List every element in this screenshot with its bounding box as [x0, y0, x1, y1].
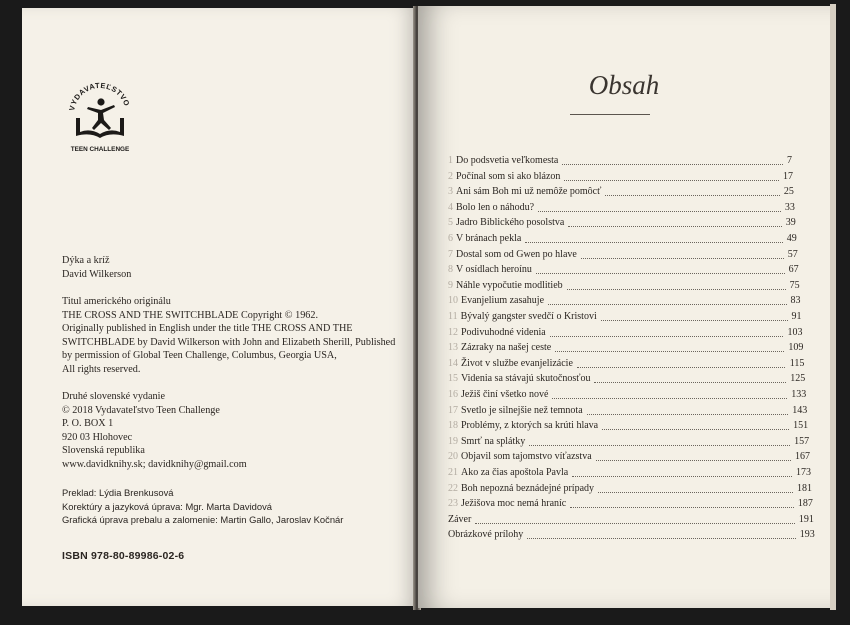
toc-entry-number: 17 [448, 404, 458, 416]
toc-entry-number: 4 [448, 201, 453, 213]
toc-entry-page: 193 [799, 529, 815, 541]
toc-entry-number: 19 [448, 435, 458, 447]
toc-dot-leader [548, 304, 787, 305]
toc-dot-leader [538, 211, 781, 212]
toc-entry-page: 7 [787, 155, 792, 166]
toc-entry-title-group [448, 232, 521, 246]
toc-entry [448, 497, 813, 511]
toc-entry-number: 7 [448, 248, 453, 260]
publisher-line: 920 03 Hlohovec [62, 431, 133, 443]
publish-line: Originally published in English under the title THE CROSS AND THE [62, 323, 353, 335]
publisher-block [62, 390, 247, 472]
toc-dot-leader [568, 226, 782, 227]
toc-entry-title: Videnia sa stávajú skutočnosťou [461, 373, 591, 385]
toc-entry-title-group [448, 154, 558, 168]
toc-entry [448, 388, 806, 402]
publisher-line: Slovenská republika [62, 445, 145, 457]
publisher-website: www.davidknihy.sk; davidknihy@gmail.com [62, 458, 247, 470]
toc-entry [448, 419, 808, 433]
credit-line: Preklad: Lýdia Brenkusová [62, 487, 174, 498]
toc-entry-title-group [448, 341, 551, 355]
svg-text:VYDAVATEĽSTVO [67, 81, 131, 112]
credit-line: Korektúry a jazyková úprava: Mgr. Marta Davidová [62, 500, 272, 512]
toc-entry-title: Bolo len o náhodu? [456, 201, 535, 213]
toc-dot-leader [572, 476, 792, 477]
toc-dot-leader [475, 523, 795, 524]
toc-entry-title-group [448, 435, 525, 449]
toc-dot-leader [562, 164, 783, 165]
original-title-label: Titul amerického originálu [62, 296, 171, 307]
toc-entry-page: 151 [793, 420, 809, 432]
toc-entry-number: 13 [448, 342, 458, 354]
toc-entry-number: 16 [448, 389, 458, 400]
toc-entry-title: Objavil som tajomstvo víťazstva [461, 451, 592, 463]
toc-entry [448, 326, 802, 340]
toc-entry [448, 482, 812, 496]
toc-dot-leader [570, 507, 794, 508]
toc-dot-leader [555, 351, 784, 352]
toc-dot-leader [581, 258, 784, 259]
toc-entry [448, 263, 799, 277]
toc-entry-page: 115 [789, 357, 805, 369]
toc-entry [448, 372, 805, 386]
publish-line: by permission of Global Teen Challenge, Columbus, Georgia USA, [62, 350, 337, 362]
book-title: Dýka a kríž [62, 255, 110, 266]
toc-entry-title-group [448, 419, 598, 433]
toc-entry-page: 173 [796, 467, 811, 478]
toc-entry-number: 2 [448, 170, 453, 182]
toc-dot-leader [577, 367, 785, 368]
toc-entry-title-group [448, 372, 590, 386]
toc-entry-title: Počínal som si ako blázon [456, 170, 561, 182]
original-title-block [62, 295, 395, 377]
toc-entry-number: 1 [448, 155, 453, 166]
toc-entry-title: Obrázkové prílohy [448, 529, 524, 541]
toc-entry-number: 3 [448, 186, 453, 198]
toc-dot-leader [527, 538, 796, 539]
toc-entry-title: V bránach pekla [456, 233, 522, 244]
toc-entry-page: 109 [788, 342, 804, 354]
toc-dot-leader [552, 398, 787, 399]
toc-entry-title: Smrť na splátky [461, 435, 526, 447]
toc-entry [448, 528, 815, 542]
toc-dot-leader [567, 289, 786, 290]
toc-entry-page: 49 [786, 233, 797, 244]
toc-entry-title: Bývalý gangster svedčí o Kristovi [460, 311, 597, 322]
toc-entry [448, 279, 800, 293]
toc-entry [448, 185, 794, 199]
toc-dot-leader [525, 242, 783, 243]
toc-entry-page: 17 [782, 170, 793, 182]
toc-entry-page: 25 [783, 186, 794, 198]
logo-arc-text: VYDAVATEĽSTVO [67, 80, 132, 112]
right-page [418, 6, 830, 608]
toc-entry-title: Svetlo je silnejšie než temnota [461, 404, 583, 416]
toc-entry-title-group [448, 466, 568, 480]
toc-entry-title-group [448, 513, 471, 527]
heading-rule [570, 114, 650, 115]
toc-entry-title-group [448, 248, 577, 262]
toc-dot-leader [550, 336, 783, 337]
toc-entry-title: V osídlach heroínu [456, 264, 532, 276]
page-edge [830, 4, 836, 610]
toc-entry-page: 167 [795, 451, 811, 463]
toc-entry-title: Jadro Biblického posolstva [456, 217, 565, 229]
toc-entry-title: Boh nepozná beznádejné prípady [461, 482, 595, 494]
toc-entry [448, 450, 810, 464]
credits-block [62, 486, 343, 527]
toc-entry [448, 294, 801, 308]
edition: Druhé slovenské vydanie [62, 391, 165, 402]
toc-entry-title-group [448, 185, 601, 199]
toc-entry-page: 67 [788, 264, 799, 276]
toc-entry-title-group [448, 388, 548, 402]
toc-entry-title-group [448, 279, 563, 293]
publisher-line: © 2018 Vydavateľstvo Teen Challenge [62, 404, 220, 416]
toc-entry-title-group [448, 294, 544, 308]
toc-entry-title: Náhle vypočutie modlitieb [456, 279, 563, 291]
toc-entry [448, 232, 797, 246]
toc-entry-title-group [448, 497, 566, 511]
toc-dot-leader [598, 492, 793, 493]
toc-entry-page: 75 [789, 279, 800, 291]
toc-entry [448, 357, 804, 371]
book-info [62, 254, 131, 281]
toc-entry-page: 125 [790, 373, 806, 385]
toc-entry-title: Zázraky na našej ceste [461, 342, 552, 354]
toc-entry-page: 57 [787, 248, 798, 260]
toc-entry-number: 14 [448, 357, 458, 369]
toc-entry-title: Ako za čias apoštola Pavla [461, 467, 569, 478]
toc-entry-title: Ani sám Boh mi už nemôže pomôcť [456, 186, 602, 198]
toc-entry-title-group [448, 216, 564, 230]
toc-dot-leader [594, 382, 786, 383]
toc-entry-title: Záver [448, 513, 472, 525]
toc-entry-title-group [448, 528, 523, 542]
toc-entry [448, 154, 792, 168]
toc-entry-title: Problémy, z ktorých sa krúti hlava [461, 420, 599, 432]
toc-entry-title-group [448, 170, 560, 184]
toc-entry-number: 20 [448, 451, 458, 463]
toc-entry-page: 187 [797, 498, 813, 510]
toc-entry-page: 181 [796, 482, 812, 494]
toc-entry-number: 12 [448, 326, 458, 338]
toc-dot-leader [596, 460, 791, 461]
left-page [22, 8, 415, 606]
toc-entry-title: Dostal som od Gwen po hlave [456, 248, 577, 260]
publisher-line: P. O. BOX 1 [62, 418, 114, 430]
toc-entry [448, 435, 809, 449]
toc-entry-number: 9 [448, 279, 453, 291]
toc-entry-number: 8 [448, 264, 453, 276]
credit-line: Grafická úprava prebalu a zalomenie: Martin Gallo, Jaroslav Kočnár [62, 514, 344, 526]
toc-entry-title-group [448, 482, 594, 496]
toc-entry-page: 39 [785, 217, 796, 229]
toc-entry-title: Podivuhodné videnia [461, 326, 546, 338]
publisher-logo [64, 74, 136, 156]
toc-entry [448, 513, 814, 527]
toc-entry [448, 466, 811, 480]
toc-dot-leader [529, 445, 790, 446]
toc-dot-leader [564, 180, 779, 181]
toc-entry-number: 5 [448, 217, 453, 229]
toc-entry-page: 103 [787, 326, 803, 338]
toc-dot-leader [587, 414, 788, 415]
toc-entry-page: 91 [791, 311, 802, 322]
publish-line: SWITCHBLADE by David Wilkerson with John and Elizabeth Sherill, Published [62, 336, 396, 348]
toc-entry-title: Život v službe evanjelizácie [461, 357, 573, 369]
toc-entry [448, 341, 803, 355]
toc-entry-title: Ježiš činí všetko nové [461, 389, 549, 400]
toc-entry-page: 191 [798, 513, 814, 525]
toc-entry-page: 83 [790, 295, 801, 307]
toc-entry-title-group [448, 357, 573, 371]
copyright-line: THE CROSS AND THE SWITCHBLADE Copyright © 1962. [62, 309, 319, 321]
toc-entry [448, 404, 807, 418]
publish-line: All rights reserved. [62, 363, 141, 375]
toc-entry-page: 143 [792, 404, 808, 416]
isbn: ISBN 978-80-89986-02-6 [62, 550, 185, 562]
toc-entry-page: 133 [791, 389, 807, 400]
toc-entry-title-group [448, 404, 583, 418]
toc-dot-leader [601, 320, 788, 321]
toc-entry-title: Evanjelium zasahuje [461, 295, 545, 307]
toc-entry [448, 201, 795, 215]
toc-entry-number: 21 [448, 467, 458, 478]
toc-entry-number: 15 [448, 373, 458, 385]
toc-entry-title: Ježišova moc nemá hraníc [461, 498, 567, 510]
toc-dot-leader [605, 195, 780, 196]
toc-entry [448, 310, 802, 324]
toc-entry-title: Do podsvetia veľkomesta [456, 155, 559, 166]
toc-entry-page: 157 [794, 435, 810, 447]
toc-entry-page: 33 [784, 201, 795, 213]
toc-entry-title-group [448, 310, 597, 324]
toc-entry-number: 10 [448, 295, 458, 307]
author: David Wilkerson [62, 268, 132, 280]
toc-entry-title-group [448, 450, 592, 464]
toc-entry-number: 23 [448, 498, 458, 510]
teen-challenge-logo-icon [64, 74, 136, 156]
contents-heading: Obsah [588, 70, 660, 100]
toc-entry-title-group [448, 201, 534, 215]
toc-entry-title-group [448, 263, 532, 277]
toc-entry-title-group [448, 326, 546, 340]
toc-entry [448, 170, 793, 184]
toc-entry-number: 22 [448, 482, 458, 494]
toc-entry-number: 6 [448, 233, 453, 244]
toc-entry-number: 18 [448, 420, 458, 432]
logo-name: TEEN CHALLENGE [70, 146, 130, 153]
toc-entry [448, 216, 796, 230]
toc-entry-number: 11 [448, 311, 458, 322]
toc-dot-leader [536, 273, 785, 274]
toc-dot-leader [602, 429, 789, 430]
toc-entry [448, 248, 798, 262]
